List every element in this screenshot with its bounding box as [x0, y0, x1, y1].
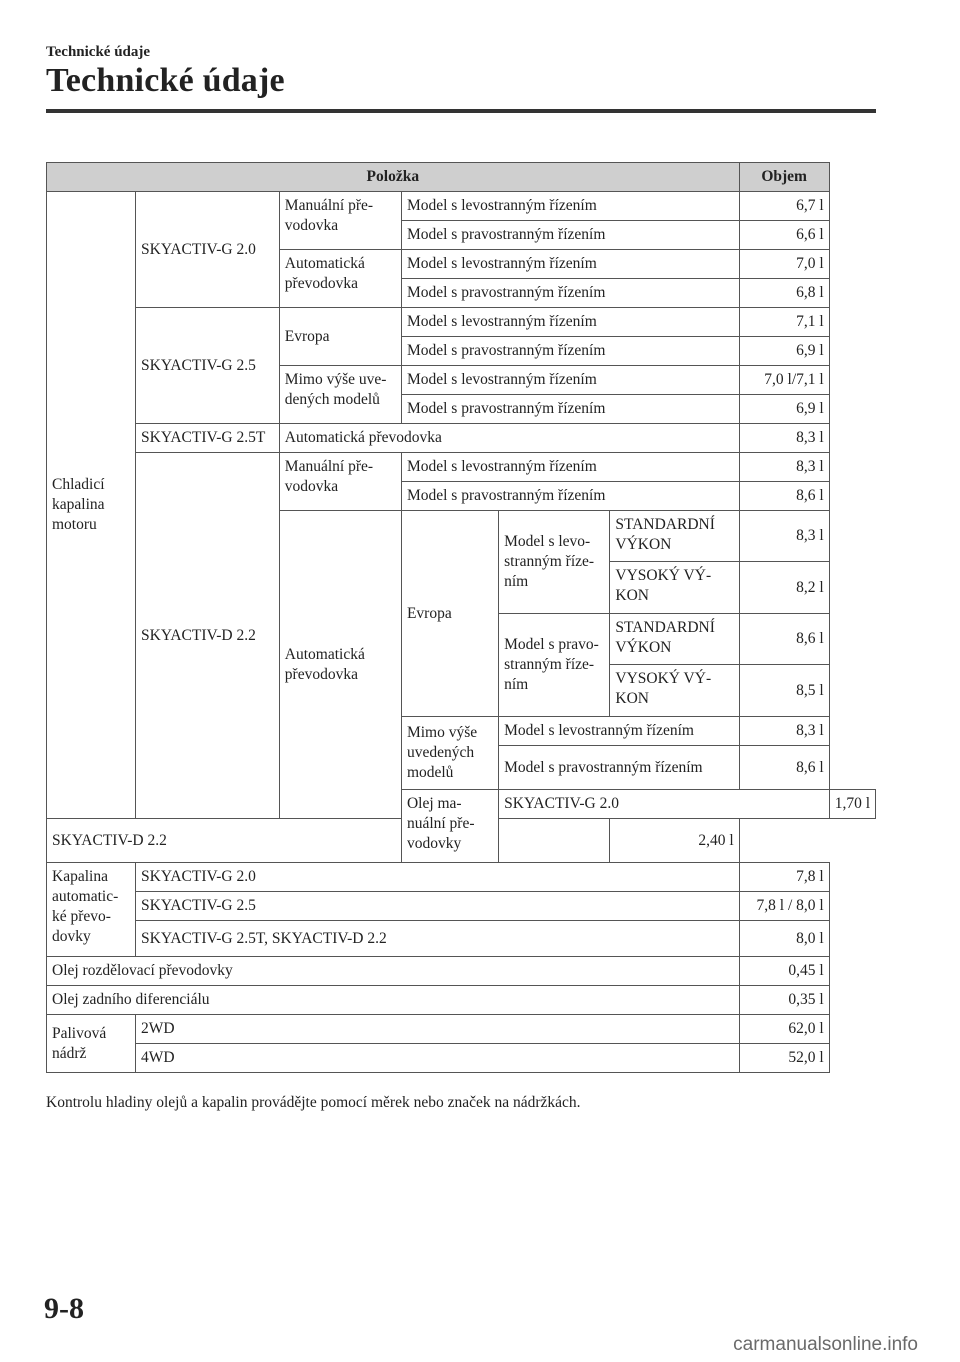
drive-label: Model s levostranným řízením — [401, 192, 739, 221]
manual-oil-label: Olej ma-nuální pře-vodovky — [401, 790, 498, 863]
page-number: 9-8 — [44, 1292, 84, 1325]
table-row — [47, 192, 876, 221]
volume-value: 6,6 l — [739, 221, 829, 250]
engine-label: SKYACTIV-G 2.5T, SKYACTIV-D 2.2 — [136, 921, 740, 957]
section-label: Technické údaje — [46, 44, 151, 60]
footer-note: Kontrolu hladiny olejů a kapalin provádějte pomocí měrek nebo značek na nádržkách. — [46, 1094, 581, 1111]
engine-label: SKYACTIV-G 2.0 — [499, 790, 830, 819]
volume-value: 7,0 l — [739, 250, 829, 279]
watermark: carmanualsonline.info — [733, 1334, 918, 1355]
coolant-label: Chladicí kapalina motoru — [47, 192, 136, 819]
rear-diff-oil-label: Olej zadního diferenciálu — [47, 986, 740, 1015]
drive-label: Model s levostranným řízením — [499, 717, 740, 746]
volume-value: 52,0 l — [739, 1044, 829, 1073]
drive-label: Model s pravostranným řízením — [401, 279, 739, 308]
power-label: VYSOKÝ VÝ-KON — [610, 665, 739, 717]
drive-label: Model s levo-stranným říze-ním — [499, 511, 610, 614]
volume-value: 6,9 l — [739, 395, 829, 424]
volume-value: 62,0 l — [739, 1015, 829, 1044]
region-label: Evropa — [401, 511, 498, 717]
drive-label: Model s levostranným řízením — [401, 453, 739, 482]
region-label: Mimo výše uvedených modelů — [401, 717, 498, 790]
table-row — [47, 921, 876, 957]
drive-label: 2WD — [136, 1015, 740, 1044]
table-row — [47, 986, 876, 1015]
table-row — [47, 308, 876, 337]
engine-label: SKYACTIV-G 2.0 — [136, 192, 280, 308]
engine-label: SKYACTIV-D 2.2 — [47, 819, 610, 863]
drive-label: Model s pravostranným řízením — [499, 746, 740, 790]
table-header-row — [47, 163, 876, 192]
drive-label: 4WD — [136, 1044, 740, 1073]
transmission-label: Automatická převodovka — [279, 424, 739, 453]
volume-value: 6,8 l — [739, 279, 829, 308]
drive-label: Model s pravo-stranným říze-ním — [499, 614, 610, 717]
drive-label: Model s pravostranným řízením — [401, 337, 739, 366]
drive-label: Model s levostranným řízením — [401, 250, 739, 279]
volume-value: 8,3 l — [739, 511, 829, 562]
drive-label: Model s pravostranným řízením — [401, 221, 739, 250]
transmission-label: Automatická převodovka — [279, 250, 401, 308]
volume-value: 8,3 l — [739, 453, 829, 482]
volume-value: 7,1 l — [739, 308, 829, 337]
atf-label: Kapalina automatic-ké převo-dovky — [47, 863, 136, 957]
region-label: Mimo výše uve-dených modelů — [279, 366, 401, 424]
volume-value: 8,6 l — [739, 614, 829, 665]
table-row — [47, 453, 876, 482]
engine-label: SKYACTIV-G 2.5T — [136, 424, 280, 453]
table-row — [47, 1015, 876, 1044]
region-label: Evropa — [279, 308, 401, 366]
transmission-label: Manuální pře-vodovka — [279, 453, 401, 511]
volume-value: 6,7 l — [739, 192, 829, 221]
fuel-tank-label: Palivová nádrž — [47, 1015, 136, 1073]
table-row — [47, 892, 876, 921]
volume-value: 8,6 l — [739, 482, 829, 511]
volume-value: 6,9 l — [739, 337, 829, 366]
table-row — [47, 1044, 876, 1073]
volume-value: 0,35 l — [739, 986, 829, 1015]
volume-value: 8,3 l — [739, 424, 829, 453]
power-label: VYSOKÝ VÝ-KON — [610, 562, 739, 614]
power-label: STANDARDNÍ VÝKON — [610, 511, 739, 562]
drive-label: Model s levostranným řízením — [401, 366, 739, 395]
capacity-table — [46, 162, 876, 1073]
title-divider — [46, 109, 876, 113]
volume-value: 0,45 l — [739, 957, 829, 986]
volume-value: 2,40 l — [610, 819, 739, 863]
col-header-item: Položka — [47, 163, 740, 192]
power-label: STANDARDNÍ VÝKON — [610, 614, 739, 665]
col-header-volume: Objem — [739, 163, 829, 192]
table-row — [47, 424, 876, 453]
volume-value: 7,8 l / 8,0 l — [739, 892, 829, 921]
volume-value: 8,3 l — [739, 717, 829, 746]
volume-value: 8,2 l — [739, 562, 829, 614]
drive-label: Model s pravostranným řízením — [401, 482, 739, 511]
engine-label: SKYACTIV-G 2.5 — [136, 892, 740, 921]
table-row — [47, 957, 876, 986]
engine-label: SKYACTIV-D 2.2 — [136, 453, 280, 819]
engine-label: SKYACTIV-G 2.5 — [136, 308, 280, 424]
volume-value: 1,70 l — [829, 790, 875, 819]
transfer-oil-label: Olej rozdělovací převodovky — [47, 957, 740, 986]
drive-label: Model s pravostranným řízením — [401, 395, 739, 424]
page-title: Technické údaje — [46, 62, 285, 99]
volume-value: 8,5 l — [739, 665, 829, 717]
volume-value: 8,0 l — [739, 921, 829, 957]
engine-label: SKYACTIV-G 2.0 — [136, 863, 740, 892]
drive-label: Model s levostranným řízením — [401, 308, 739, 337]
volume-value: 8,6 l — [739, 746, 829, 790]
table-row — [47, 863, 876, 892]
volume-value: 7,8 l — [739, 863, 829, 892]
transmission-label: Manuální pře-vodovka — [279, 192, 401, 250]
transmission-label: Automatická převodovka — [279, 511, 401, 819]
volume-value: 7,0 l/7,1 l — [739, 366, 829, 395]
